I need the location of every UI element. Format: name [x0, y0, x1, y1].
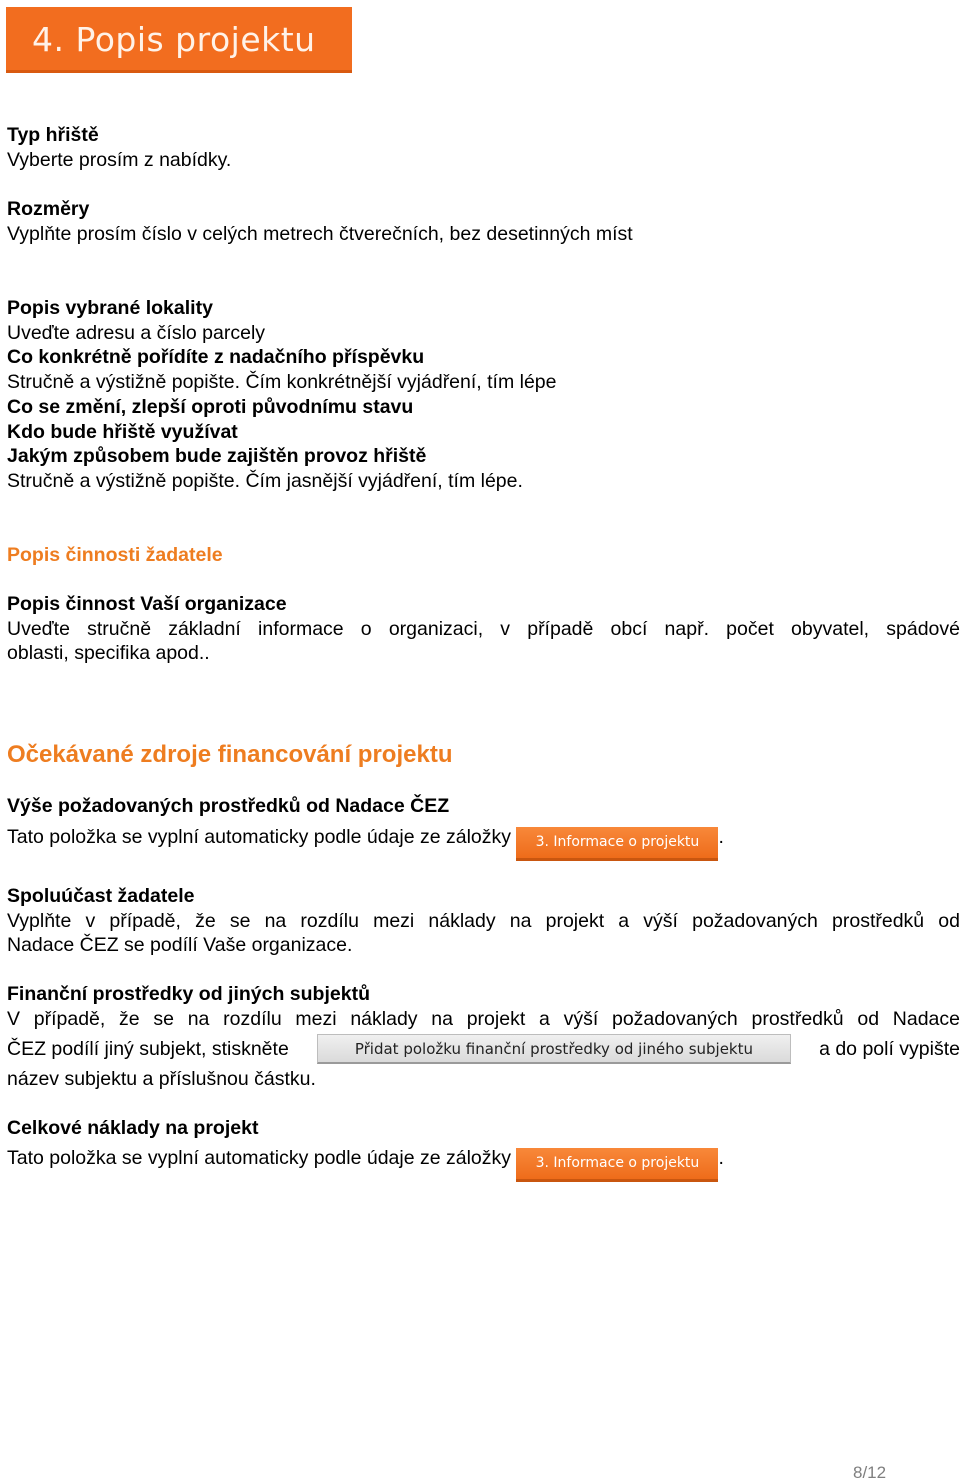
spoluucast-label: Spoluúčast žadatele [7, 885, 195, 907]
jine-subjekty-line3: název subjektu a příslušnou částku. [7, 1068, 316, 1091]
cinnost-block [7, 592, 960, 666]
section-header-title: 4. Popis projektu [32, 20, 316, 59]
cinnost-section-title: Popis činnosti žadatele [7, 544, 223, 566]
lokalita-hint: Uveďte adresu a číslo parcely [7, 321, 266, 344]
rozmery-block [7, 197, 960, 246]
typ-hriste-label: Typ hřiště [7, 124, 99, 146]
spoluucast-line2: Nadace ČEZ se podílí Vaše organizace. [7, 934, 353, 957]
cinnost-label: Popis činnost Vaší organizace [7, 593, 287, 615]
spoluucast-block [7, 884, 960, 958]
jine-subjekty-label: Finanční prostředky od jiných subjektů [7, 983, 370, 1005]
lokalita-label: Popis vybrané lokality [7, 297, 213, 319]
celkove-naklady-text: Tato položka se vyplní automaticky podle údaje ze záložky [7, 1147, 512, 1169]
spoluucast-line1: Vyplňte v případě, že se na rozdílu mezi náklady na projekt a výší požadovaných prostředků od [7, 909, 960, 932]
section-header-banner [6, 7, 352, 73]
co-se-zmeni-label: Co se změní, zlepší oproti původnímu stavu [7, 395, 414, 418]
jine-subjekty-line2-post: a do polí vypište [819, 1038, 960, 1061]
celkove-naklady-label: Celkové náklady na projekt [7, 1117, 259, 1139]
page-number: 8/12 [853, 1463, 887, 1482]
lokalita-block [7, 296, 960, 494]
vyse-row [7, 819, 960, 861]
co-poridite-hint: Stručně a výstižně popište. Čím konkrétnější vyjádření, tím lépe [7, 371, 557, 394]
jine-subjekty-line1: V případě, že se na rozdílu mezi náklady na projekt a výší požadovaných prostředků od Nadace [7, 1007, 960, 1030]
celkove-naklady-row [7, 1140, 960, 1182]
financovani-section-title: Očekávané zdroje financování projektu [7, 741, 453, 768]
typ-hriste-block [7, 123, 960, 172]
vyse-label: Výše požadovaných prostředků od Nadace ČEZ [7, 795, 450, 817]
provoz-label: Jakým způsobem bude zajištěn provoz hřiště [7, 445, 427, 468]
jine-subjekty-line2 [7, 1031, 960, 1067]
cinnost-hint-line1: Uveďte stručně základní informace o organizaci, v případě obcí např. počet obyvatel, spádové [7, 617, 960, 640]
rozmery-hint: Vyplňte prosím číslo v celých metrech čtverečních, bez desetinných míst [7, 222, 633, 245]
informace-o-projektu-tab-button[interactable]: 3. Informace o projektu [516, 827, 718, 861]
jine-subjekty-block [7, 982, 960, 1092]
typ-hriste-hint: Vyberte prosím z nabídky. [7, 148, 232, 171]
rozmery-label: Rozměry [7, 198, 90, 220]
vyse-period: . [718, 826, 724, 848]
cinnost-hint-line2: oblasti, specifika apod.. [7, 642, 210, 665]
celkove-naklady-period: . [718, 1147, 724, 1169]
kdo-vyuzivat-label: Kdo bude hřiště využívat [7, 420, 238, 443]
jine-subjekty-line2-pre: ČEZ podílí jiný subjekt, stiskněte [7, 1038, 289, 1061]
pridat-polozku-button[interactable]: Přidat položku finanční prostředky od jiného subjektu [317, 1034, 791, 1064]
co-poridite-label: Co konkrétně pořídíte z nadačního příspěvku [7, 346, 425, 369]
provoz-hint: Stručně a výstižně popište. Čím jasnější vyjádření, tím lépe. [7, 469, 523, 492]
vyse-text: Tato položka se vyplní automaticky podle údaje ze záložky [7, 826, 512, 848]
informace-o-projektu-tab-button-2[interactable]: 3. Informace o projektu [516, 1148, 718, 1182]
